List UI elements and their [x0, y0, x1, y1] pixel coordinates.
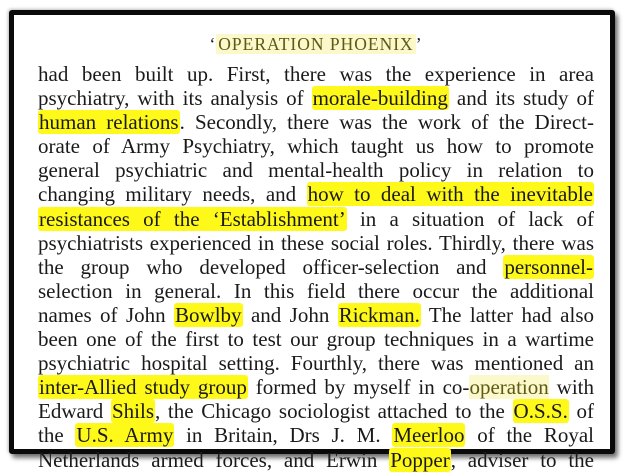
text-segment: psychiatrists experienced in these social roles. Thirdly, there was	[38, 230, 594, 255]
highlighted-phrase: U.S. Army	[76, 423, 174, 448]
running-head	[38, 33, 594, 57]
text-segment: in a situation of lack of	[346, 206, 595, 231]
text-segment: , adviser to the	[450, 447, 595, 472]
text-segment: orate of Army Psychiatry, which taught us how to promote	[38, 134, 594, 159]
highlighted-phrase: human relations	[39, 110, 179, 135]
running-head-text: OPERATION PHOENIX	[218, 34, 414, 54]
text-line	[38, 255, 594, 279]
text-line	[38, 279, 594, 303]
text-segment: The latter had also	[420, 302, 594, 327]
text-line	[38, 86, 594, 110]
text-line	[38, 182, 594, 206]
body-text	[38, 62, 594, 472]
highlighted-phrase: resistances of the ‘Establishment’	[39, 206, 346, 231]
text-segment: Edward	[38, 399, 111, 424]
text-segment: in Britain, Drs J. M.	[174, 423, 393, 448]
text-segment: psychiatric hospital setting. Fourthly, there was mentioned an	[38, 351, 594, 376]
text-segment: of the Royal	[465, 423, 595, 448]
highlighted-phrase: morale-building	[312, 86, 448, 111]
text-segment: . Secondly, there was the work of the Direct-	[179, 110, 594, 135]
highlighted-phrase: how to deal with the inevitable	[307, 182, 593, 207]
text-line	[38, 423, 594, 447]
text-line	[38, 303, 594, 327]
text-segment: with	[548, 375, 595, 400]
text-line	[38, 110, 594, 134]
text-segment: the	[38, 423, 76, 448]
text-line	[38, 134, 594, 158]
text-line	[38, 399, 594, 423]
book-page	[38, 15, 594, 472]
running-head-open-quote: ‘	[209, 34, 217, 54]
running-head-close-quote: ’	[415, 34, 423, 54]
highlighted-phrase: Shils	[111, 399, 155, 424]
highlighted-phrase: Popper	[390, 447, 450, 472]
text-segment: names of John	[38, 302, 175, 327]
text-segment: been one of the first to test our group techniques in a wartime	[38, 327, 594, 352]
text-segment: psychiatry, with its analysis of	[38, 86, 312, 111]
text-segment: , the Chicago sociologist attached to the	[155, 399, 513, 424]
highlighted-phrase: inter-Allied study group	[39, 375, 247, 400]
text-segment: and John	[242, 302, 338, 327]
text-line	[38, 231, 594, 255]
text-segment: selection in general. In this field there occur the additional	[38, 278, 594, 303]
pale-highlighted-phrase: operation	[469, 375, 549, 400]
text-segment: and its study of	[448, 86, 594, 111]
text-segment: the group who developed officer-selection and	[38, 254, 504, 279]
text-segment: changing military needs, and	[38, 182, 307, 207]
text-segment: formed by myself in co-	[247, 375, 470, 400]
scanned-page-frame	[9, 10, 615, 472]
text-line	[38, 62, 594, 86]
text-line	[38, 375, 594, 399]
text-segment: of	[568, 399, 594, 424]
text-segment: Netherlands armed forces, and Erwin	[38, 447, 390, 472]
highlighted-phrase: O.S.S.	[513, 399, 568, 424]
text-line	[38, 327, 594, 351]
text-line	[38, 351, 594, 375]
highlighted-phrase: personnel-	[504, 254, 593, 279]
highlighted-phrase: Meerloo	[393, 423, 465, 448]
highlighted-phrase: Bowlby	[175, 302, 242, 327]
text-line	[38, 158, 594, 182]
highlighted-phrase: Rickman.	[338, 302, 420, 327]
text-segment: general psychiatric and mental-health policy in relation to	[38, 158, 594, 183]
text-segment: had been built up. First, there was the experience in area	[38, 62, 594, 86]
text-line	[38, 207, 594, 231]
